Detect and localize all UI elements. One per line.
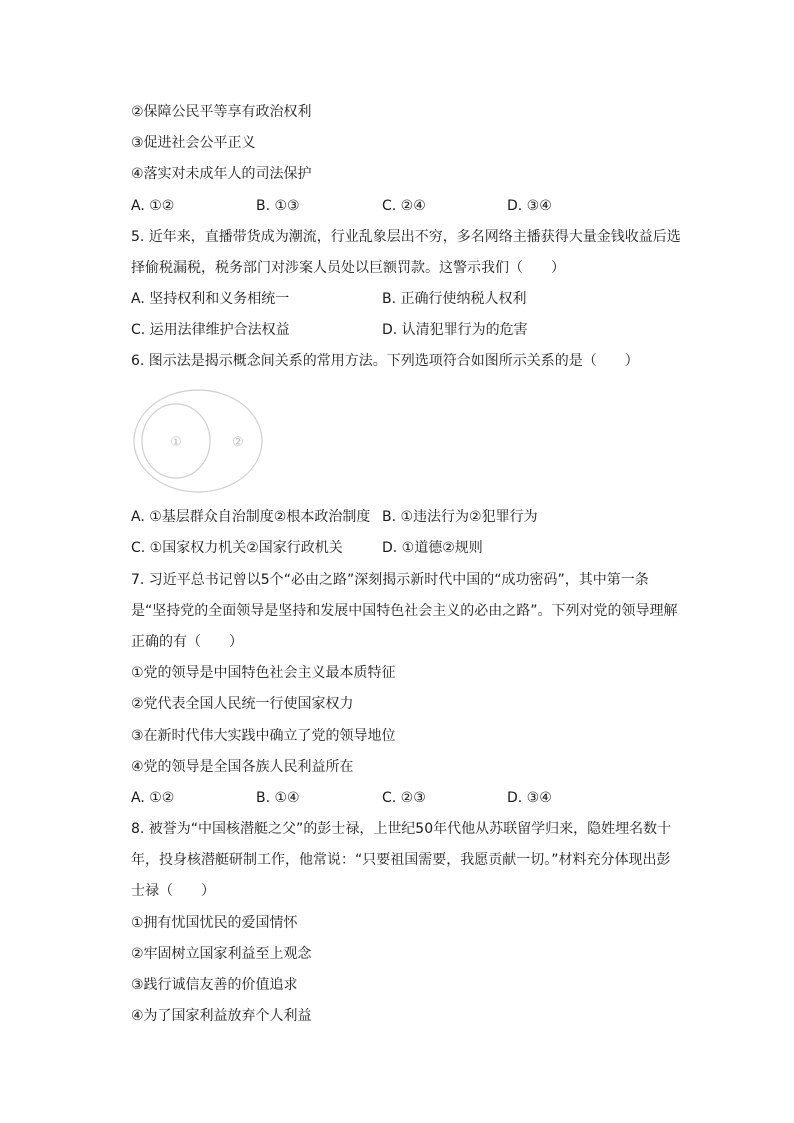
q4-option-b: B. ①③: [256, 198, 300, 214]
diagram-label-2: ②: [232, 435, 244, 450]
diagram-label-1: ①: [170, 435, 182, 450]
q7-stem-line-3: 正确的有（ ）: [131, 634, 243, 650]
q7-stem-line-2: 是“坚持党的全面领导是坚持和发展中国特色社会主义的必由之路”。下列对党的领导理解: [131, 603, 678, 619]
q6-option-c: C. ①国家权力机关②国家行政机关: [131, 540, 343, 556]
q6-option-a: A. ①基层群众自治制度②根本政治制度: [131, 509, 371, 525]
q7-item-4: ④党的领导是全国各族人民利益所在: [131, 759, 354, 775]
q7-item-1: ①党的领导是中国特色社会主义最本质特征: [131, 665, 396, 681]
concept-venn-diagram: [132, 388, 264, 494]
q5-option-b: B. 正确行使纳税人权利: [382, 291, 527, 307]
q5-stem-line-1: 5. 近年来，直播带货成为潮流，行业乱象层出不穷，多名网络主播获得大量金钱收益后选: [131, 229, 681, 245]
q7-option-c: C. ②③: [382, 790, 426, 806]
q8-item-1: ①拥有忧国忧民的爱国情怀: [131, 915, 298, 931]
q8-stem-line-2: 年，投身核潜艇研制工作，他常说：“只要祖国需要，我愿贡献一切。”材料充分体现出彭: [131, 852, 671, 868]
q8-item-2: ②牢固树立国家利益至上观念: [131, 946, 312, 962]
q8-stem-line-3: 士禄（ ）: [131, 883, 215, 899]
q5-option-a: A. 坚持权利和义务相统一: [131, 291, 290, 307]
q7-stem-line-1: 7. 习近平总书记曾以5个“必由之路”深刻揭示新时代中国的“成功密码”，其中第一条: [131, 572, 649, 588]
q4-item-3: ③促进社会公平正义: [131, 135, 256, 151]
q8-item-3: ③践行诚信友善的价值追求: [131, 977, 298, 993]
q8-stem-line-1: 8. 被誉为“中国核潜艇之父”的彭士禄，上世纪50年代他从苏联留学归来，隐姓埋名数十: [131, 821, 672, 837]
q4-option-a: A. ①②: [131, 198, 175, 214]
q4-item-2: ②保障公民平等享有政治权利: [131, 104, 312, 120]
q6-option-d: D. ①道德②规则: [382, 540, 483, 556]
q7-option-b: B. ①④: [256, 790, 300, 806]
q8-item-4: ④为了国家利益放弃个人利益: [131, 1008, 312, 1024]
q4-option-d: D. ③④: [507, 198, 552, 214]
q7-item-3: ③在新时代伟大实践中确立了党的领导地位: [131, 728, 396, 744]
q5-option-d: D. 认清犯罪行为的危害: [382, 322, 528, 338]
q5-stem-line-2: 择偷税漏税，税务部门对涉案人员处以巨额罚款。这警示我们（ ）: [131, 260, 565, 276]
q5-option-c: C. 运用法律维护合法权益: [131, 322, 290, 338]
q7-option-d: D. ③④: [507, 790, 552, 806]
q6-stem: 6. 图示法是揭示概念间关系的常用方法。下列选项符合如图所示关系的是（ ）: [131, 353, 639, 369]
q7-item-2: ②党代表全国人民统一行使国家权力: [131, 696, 354, 712]
q4-option-c: C. ②④: [382, 198, 426, 214]
q4-item-4: ④落实对未成年人的司法保护: [131, 166, 312, 182]
q7-option-a: A. ①②: [131, 790, 175, 806]
q6-option-b: B. ①违法行为②犯罪行为: [382, 509, 538, 525]
